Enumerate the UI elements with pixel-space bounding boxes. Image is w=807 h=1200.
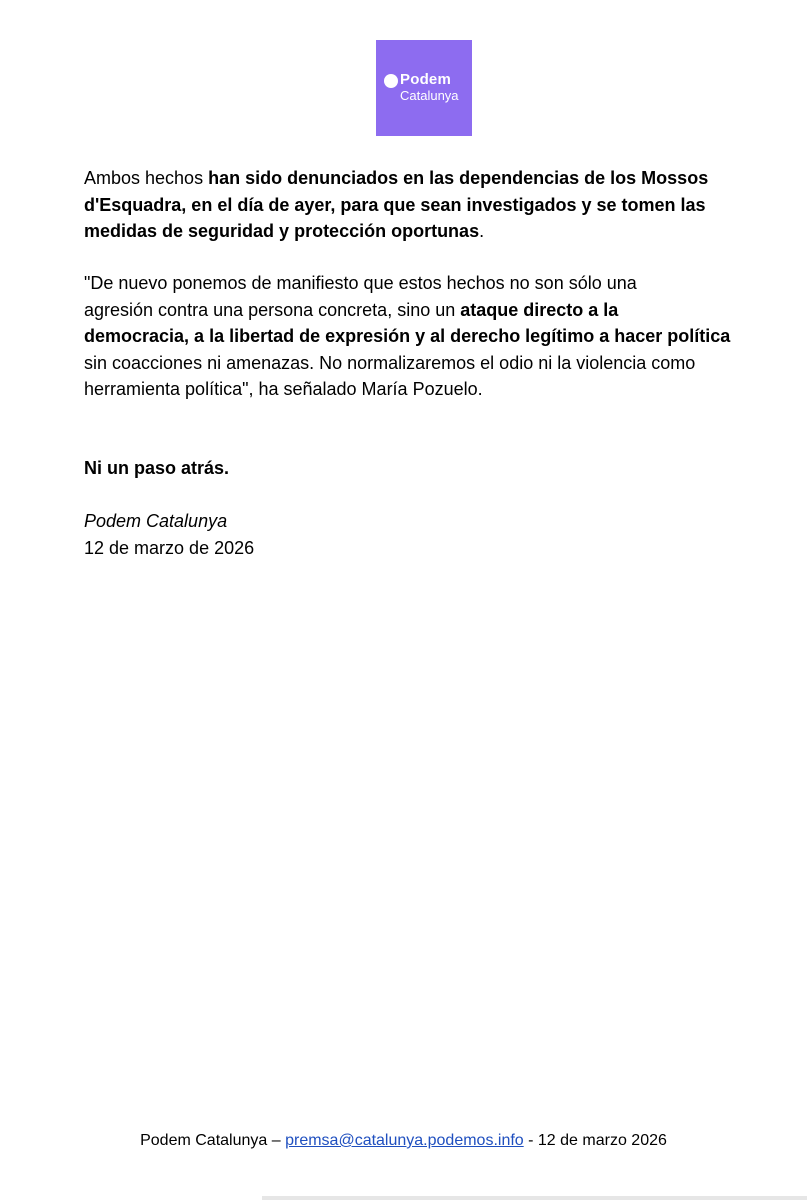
paragraph-line: herramienta política", ha señalado María Pozuelo. — [84, 379, 483, 399]
document-date: 12 de marzo de 2026 — [84, 538, 255, 558]
paragraph-line — [84, 218, 774, 245]
footer-email-link[interactable]: premsa@catalunya.podemos.info — [285, 1132, 524, 1149]
logo-text-catalunya: Catalunya — [400, 88, 459, 103]
bold-span: ataque directo a la — [460, 299, 619, 320]
bold-span: democracia, a la libertad de expresión y al derecho legítimo a hacer política — [84, 326, 731, 346]
page-footer — [0, 1130, 807, 1152]
footer-org: Podem Catalunya – — [140, 1132, 286, 1149]
logo-dot-icon — [384, 74, 398, 88]
text-span: Ambos hechos — [84, 168, 209, 188]
footer-date: - 12 de marzo 2026 — [523, 1132, 667, 1149]
paragraph-line — [84, 297, 774, 324]
paragraph-complaint — [84, 165, 774, 245]
paragraph-line — [84, 165, 774, 192]
signer-name: Podem Catalunya — [84, 511, 228, 531]
text-span: . — [479, 221, 485, 241]
paragraph-line — [84, 192, 774, 219]
podem-catalunya-logo — [376, 40, 472, 136]
bold-span: han sido denunciados en las dependencias de los Mossos — [208, 168, 709, 188]
logo-text-podem: Podem — [400, 71, 452, 88]
bold-span: d'Esquadra, en el día de ayer, para que sean investigados y se tomen las — [84, 194, 706, 215]
paragraph-line: sin coacciones ni amenazas. No normalizaremos el odio ni la violencia como — [84, 352, 696, 373]
bold-span: medidas de seguridad y protección oportunas — [84, 221, 480, 241]
footer-divider — [262, 1196, 807, 1200]
paragraph-quote — [84, 270, 774, 403]
text-span: agresión contra una persona concreta, sino un — [84, 299, 461, 320]
paragraph-line: "De nuevo ponemos de manifiesto que estos hechos no son sólo una — [84, 273, 637, 293]
paragraph-line — [84, 323, 774, 350]
slogan: Ni un paso atrás. — [84, 458, 230, 478]
